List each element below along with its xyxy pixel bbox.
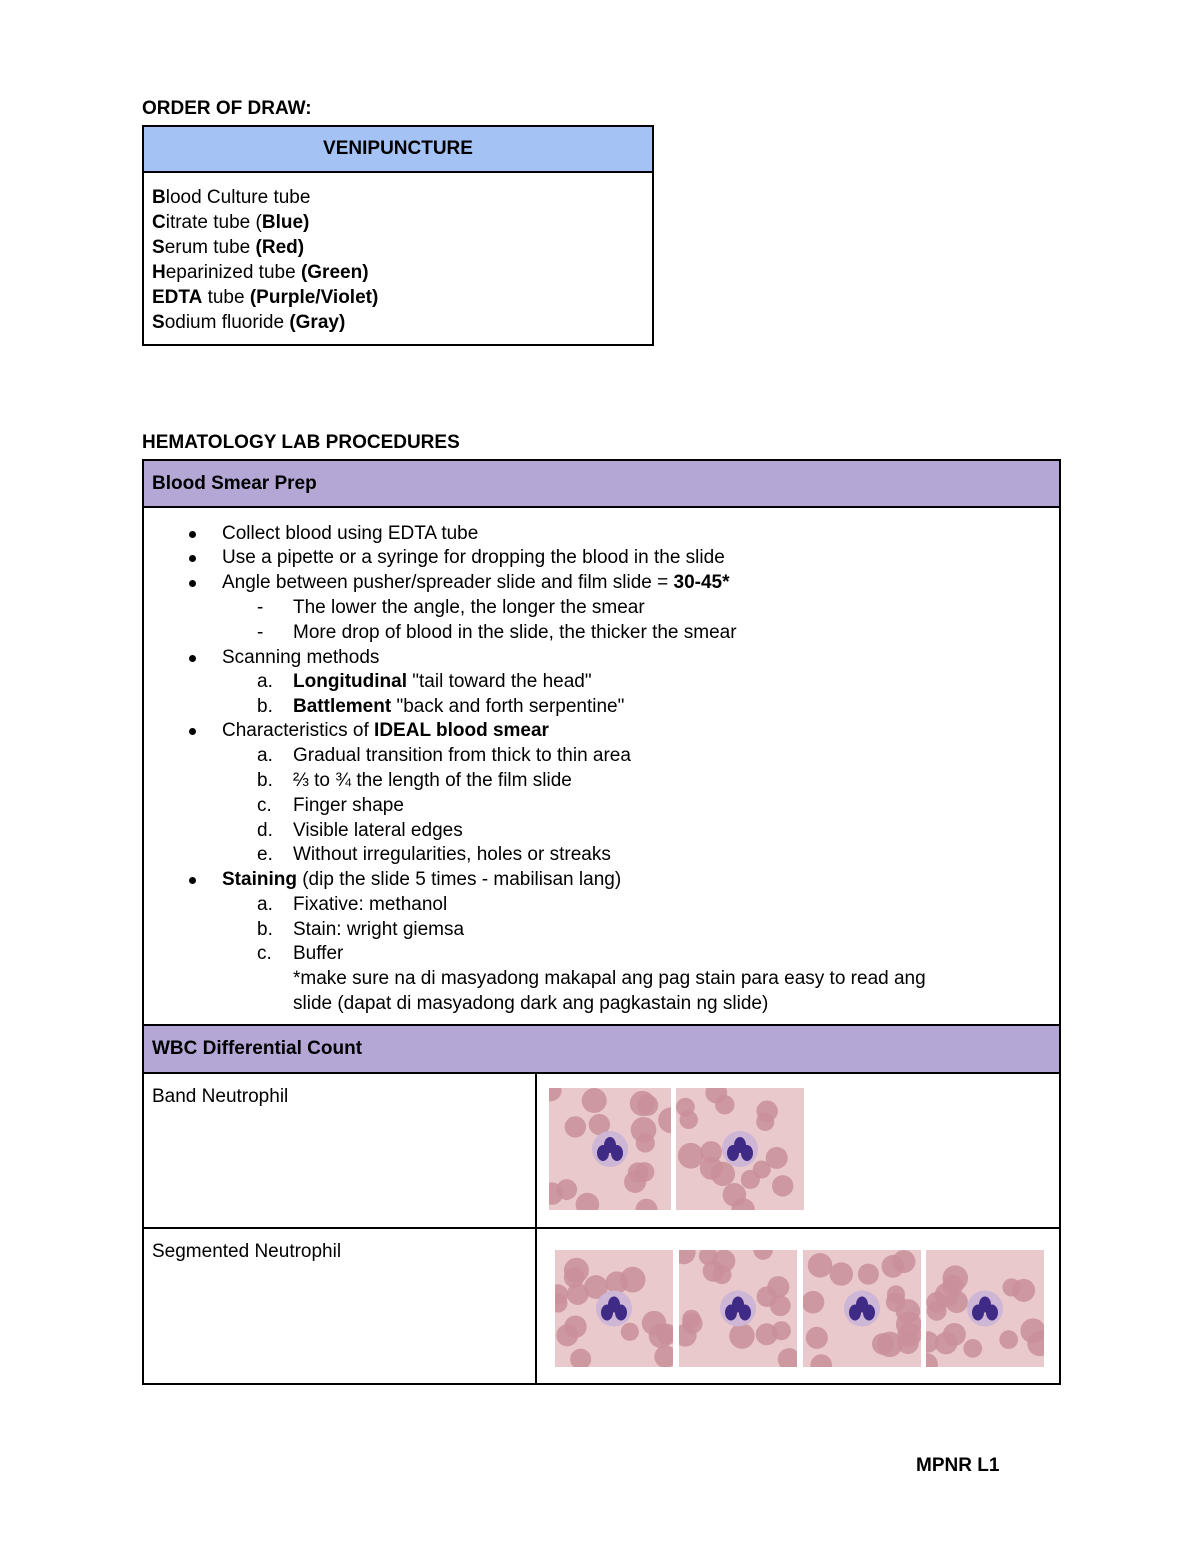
wbc-differential-header: WBC Differential Count [144, 1026, 1059, 1074]
list-item: Characteristics of IDEAL blood smear [222, 720, 549, 741]
sub-item: Stain: wright giemsa [293, 919, 465, 940]
segmented-neutrophil-micrograph [555, 1250, 673, 1367]
hematology-heading: HEMATOLOGY LAB PROCEDURES [142, 432, 460, 453]
hematology-table [142, 459, 1061, 1385]
red-blood-cell [642, 1311, 666, 1335]
red-blood-cell [963, 1339, 982, 1358]
list-item: Collect blood using EDTA tube [222, 523, 479, 544]
sub-item: Longitudinal "tail toward the head" [293, 671, 592, 692]
red-blood-cell [1012, 1279, 1035, 1302]
red-blood-cell [628, 1162, 648, 1182]
sub-item: Gradual transition from thick to thin area [293, 745, 631, 766]
tube-item: Heparinized tube (Green) [152, 262, 369, 283]
venipuncture-list [144, 173, 652, 347]
sub-item: Visible lateral edges [293, 820, 463, 841]
bullet-icon [189, 555, 196, 562]
red-blood-cell [772, 1321, 791, 1340]
red-blood-cell [723, 1183, 747, 1207]
segmented-neutrophil-micrograph [803, 1250, 921, 1367]
red-blood-cell [770, 1295, 791, 1316]
sub-item: More drop of blood in the slide, the thicker the smear [293, 622, 737, 643]
red-blood-cell [700, 1157, 723, 1180]
blood-smear-header: Blood Smear Prep [144, 461, 1059, 508]
list-letter: e. [257, 844, 273, 865]
micrograph-drawing [679, 1250, 797, 1367]
sub-item: The lower the angle, the longer the smear [293, 597, 645, 618]
neutrophil-nucleus [863, 1305, 875, 1321]
bullet-icon [189, 655, 196, 662]
stain-note: slide (dapat di masyadong dark ang pagkastain ng slide) [293, 993, 769, 1014]
list-letter: a. [257, 894, 273, 915]
red-blood-cell [637, 1095, 658, 1116]
list-letter: c. [257, 795, 272, 816]
list-item: Scanning methods [222, 647, 380, 668]
tube-item: Sodium fluoride (Gray) [152, 312, 346, 333]
segmented-neutrophil-label: Segmented Neutrophil [144, 1229, 537, 1383]
sub-item: Finger shape [293, 795, 404, 816]
red-blood-cell [772, 1175, 793, 1196]
red-blood-cell [943, 1323, 966, 1346]
red-blood-cell [564, 1258, 589, 1283]
red-blood-cell [858, 1264, 879, 1285]
red-blood-cell [999, 1330, 1018, 1349]
dash-marker: - [257, 622, 264, 643]
tube-item: Serum tube (Red) [152, 237, 305, 258]
list-letter: a. [257, 671, 273, 692]
red-blood-cell [565, 1116, 586, 1137]
blood-smear-body [144, 508, 1059, 1026]
bullet-icon [189, 531, 196, 538]
segmented-neutrophil-micrograph [926, 1250, 1044, 1367]
venipuncture-header: VENIPUNCTURE [144, 127, 652, 173]
table-row [144, 1074, 1059, 1229]
segmented-neutrophil-micrograph [679, 1250, 797, 1367]
red-blood-cell [886, 1292, 906, 1312]
red-blood-cell [621, 1323, 639, 1341]
red-blood-cell [927, 1301, 947, 1321]
dash-marker: - [257, 597, 264, 618]
sub-item: Fixative: methanol [293, 894, 448, 915]
list-letter: b. [257, 919, 273, 940]
page-footer: MPNR L1 [916, 1455, 1000, 1476]
list-letter: b. [257, 770, 273, 791]
table-row [144, 1229, 1059, 1383]
neutrophil-nucleus [741, 1145, 753, 1161]
micrograph-drawing [549, 1088, 671, 1210]
red-blood-cell [679, 1111, 697, 1129]
neutrophil-nucleus [615, 1305, 627, 1321]
red-blood-cell [729, 1323, 754, 1348]
red-blood-cell [582, 1088, 607, 1113]
list-item: Staining (dip the slide 5 times - mabilisan lang) [222, 869, 622, 890]
tube-item: EDTA tube (Purple/Violet) [152, 287, 379, 308]
stain-note: *make sure na di masyadong makapal ang pag stain para easy to read ang [293, 968, 926, 989]
micrograph-drawing [676, 1088, 804, 1210]
band-neutrophil-label: Band Neutrophil [144, 1074, 537, 1227]
neutrophil-nucleus [611, 1145, 623, 1161]
micrograph-drawing [555, 1250, 673, 1367]
list-letter: a. [257, 745, 273, 766]
red-blood-cell [942, 1265, 968, 1291]
micrograph-drawing [803, 1250, 921, 1367]
red-blood-cell [753, 1160, 771, 1178]
band-neutrophil-micrograph [549, 1088, 671, 1210]
list-letter: b. [257, 696, 273, 717]
bullet-icon [189, 877, 196, 884]
sub-item: Buffer [293, 943, 344, 964]
sub-item: Battlement "back and forth serpentine" [293, 696, 625, 717]
band-neutrophil-images [537, 1074, 1059, 1227]
venipuncture-table [142, 125, 654, 346]
tube-item: Citrate tube (Blue) [152, 212, 310, 233]
band-neutrophil-micrograph [676, 1088, 804, 1210]
tube-item: Blood Culture tube [152, 187, 311, 208]
red-blood-cell [756, 1113, 774, 1131]
red-blood-cell [682, 1313, 703, 1334]
list-item: Angle between pusher/spreader slide and film slide = 30-45* [222, 572, 730, 593]
segmented-neutrophil-images [537, 1229, 1059, 1383]
list-letter: c. [257, 943, 272, 964]
red-blood-cell [606, 1271, 629, 1294]
list-item: Use a pipette or a syringe for dropping the blood in the slide [222, 547, 725, 568]
red-blood-cell [830, 1262, 853, 1285]
bullet-icon [189, 728, 196, 735]
red-blood-cell [564, 1315, 587, 1338]
red-blood-cell [808, 1253, 833, 1278]
neutrophil-nucleus [986, 1305, 998, 1321]
micrograph-drawing [926, 1250, 1044, 1367]
red-blood-cell [806, 1327, 828, 1349]
red-blood-cell [678, 1143, 704, 1169]
sub-item: ⅔ to ¾ the length of the film slide [293, 770, 572, 791]
red-blood-cell [881, 1255, 904, 1278]
red-blood-cell [636, 1134, 655, 1153]
red-blood-cell [872, 1333, 894, 1355]
bullet-icon [189, 580, 196, 587]
list-letter: d. [257, 820, 273, 841]
neutrophil-nucleus [739, 1305, 751, 1321]
sub-item: Without irregularities, holes or streaks [293, 844, 611, 865]
order-of-draw-heading: ORDER OF DRAW: [142, 98, 312, 119]
